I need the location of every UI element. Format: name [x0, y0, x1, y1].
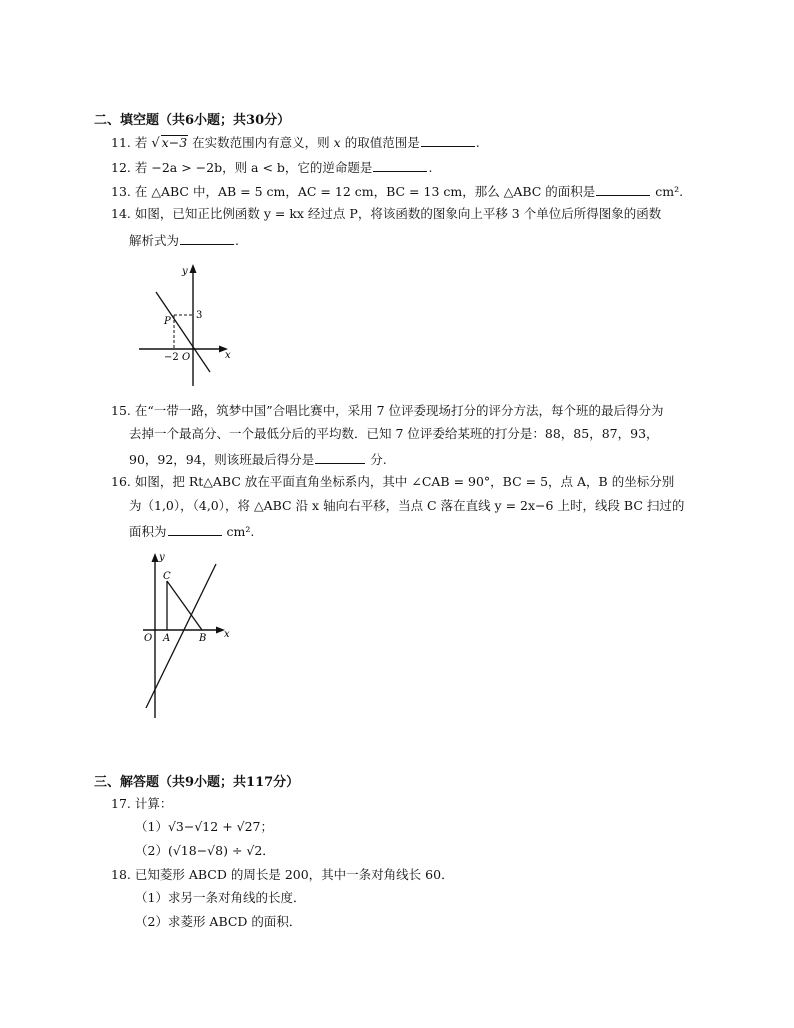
- question-13: [111, 184, 683, 199]
- question-text: 如图，把 Rt△ABC 放在平面直角坐标系内，其中 ∠CAB = 90°，BC = 5，点 A，B 的坐标分别: [134, 474, 675, 489]
- question-16-line2: [129, 500, 684, 513]
- tick-label-3: 3: [196, 310, 203, 321]
- question-18-part1: （1）求另一条对角线的长度．: [135, 890, 306, 905]
- question-text: 若 −2a > −2b，则 a < b，它的逆命题是: [134, 160, 373, 175]
- question-text: 为（1,0），（4,0），将 △ABC 沿 x 轴向右平移，当点 C 落在直线 y = 2x−6 上时，线段 BC 扫过的: [129, 498, 685, 513]
- question-number: 17.: [111, 796, 131, 811]
- answer-blank[interactable]: [315, 452, 365, 464]
- question-15-line3: [129, 452, 387, 467]
- question-text: 去掉一个最高分、一个最低分后的平均数．已知 7 位评委给某班的打分是：88，85，87，93，: [129, 426, 659, 441]
- radicand: x−3: [161, 135, 188, 150]
- question-end: .: [475, 135, 480, 150]
- y-axis-arrow-icon: [152, 553, 159, 562]
- point-c-label: C: [163, 571, 171, 582]
- point-b-label: B: [199, 633, 207, 644]
- question-end: .: [235, 233, 239, 248]
- part-expression: (√18−√8) ÷ √2．: [167, 843, 275, 858]
- figure-16: [138, 550, 238, 722]
- question-end: .: [428, 160, 433, 175]
- radical-icon: √: [151, 136, 160, 151]
- question-18-part2: （2）求菱形 ABCD 的面积．: [135, 914, 302, 929]
- question-number: 11.: [111, 135, 131, 150]
- point-a-label: A: [163, 633, 171, 644]
- origin-label: O: [144, 633, 153, 644]
- segment-cb: [167, 581, 202, 630]
- question-text: 的取值范围是: [344, 135, 420, 150]
- question-16: [111, 476, 674, 489]
- x-axis-label: x: [224, 629, 230, 640]
- question-number: 16.: [111, 474, 131, 489]
- question-number: 18.: [111, 867, 131, 882]
- question-text: 在 △ABC 中，AB = 5 cm，AC = 12 cm，BC = 13 cm，那么 △ABC 的面积是: [134, 184, 596, 199]
- question-end: cm².: [226, 524, 255, 539]
- question-11: [111, 135, 480, 150]
- answer-blank[interactable]: [373, 160, 427, 172]
- question-number: 15.: [111, 403, 131, 418]
- answer-blank[interactable]: [421, 135, 475, 147]
- question-end: 分.: [370, 452, 387, 467]
- question-text: 已知菱形 ABCD 的周长是 200，其中一条对角线长 60．: [134, 867, 454, 882]
- question-number: 14.: [111, 206, 131, 221]
- question-text: 若: [134, 135, 148, 150]
- question-16-line3: [129, 524, 254, 539]
- y-axis-label: y: [159, 552, 165, 563]
- question-15-line2: [129, 428, 659, 441]
- figure-14: [135, 262, 245, 390]
- question-14-line2: [129, 233, 239, 248]
- question-text: 解析式为: [129, 233, 180, 248]
- answer-blank[interactable]: [596, 184, 650, 196]
- part-expression: √3−√12 + √27；: [167, 819, 274, 834]
- section-2-title: 二、填空题（共6小题；共30分）: [94, 113, 291, 128]
- question-text: 在“一带一路，筑梦中国”合唱比赛中，采用 7 位评委现场打分的评分方法，每个班的最后得分为: [134, 403, 664, 418]
- tick-label-neg2: −2: [164, 352, 179, 363]
- answer-blank[interactable]: [168, 524, 222, 536]
- question-12: [111, 160, 432, 175]
- point-p-label: P: [164, 316, 171, 327]
- question-18: [111, 869, 454, 882]
- question-text: 面积为: [129, 524, 167, 539]
- question-number: 12.: [111, 160, 131, 175]
- answer-blank[interactable]: [180, 233, 234, 245]
- question-14: [111, 208, 661, 221]
- question-text: 在实数范围内有意义，则: [192, 135, 330, 150]
- x-axis-label: x: [225, 350, 231, 361]
- question-17: [111, 798, 172, 811]
- variable: x: [333, 135, 341, 150]
- question-text: 如图，已知正比例函数 y = kx 经过点 P，将该函数的图象向上平移 3 个单位后所得图象的函数: [134, 206, 662, 221]
- part-label: （1）: [135, 819, 168, 834]
- question-17-part1: [135, 821, 273, 834]
- part-label: （2）: [135, 843, 168, 858]
- question-end: cm².: [655, 184, 684, 199]
- question-17-part2: [135, 845, 275, 858]
- y-axis-label: y: [182, 266, 188, 277]
- y-axis-arrow-icon: [190, 264, 197, 273]
- question-text: 90，92，94，则该班最后得分是: [129, 452, 315, 467]
- section-3-title: 三、解答题（共9小题；共117分）: [94, 775, 300, 790]
- question-number: 13.: [111, 184, 131, 199]
- question-15: [111, 405, 664, 418]
- question-text: 计算：: [134, 796, 173, 811]
- origin-label: O: [182, 352, 191, 363]
